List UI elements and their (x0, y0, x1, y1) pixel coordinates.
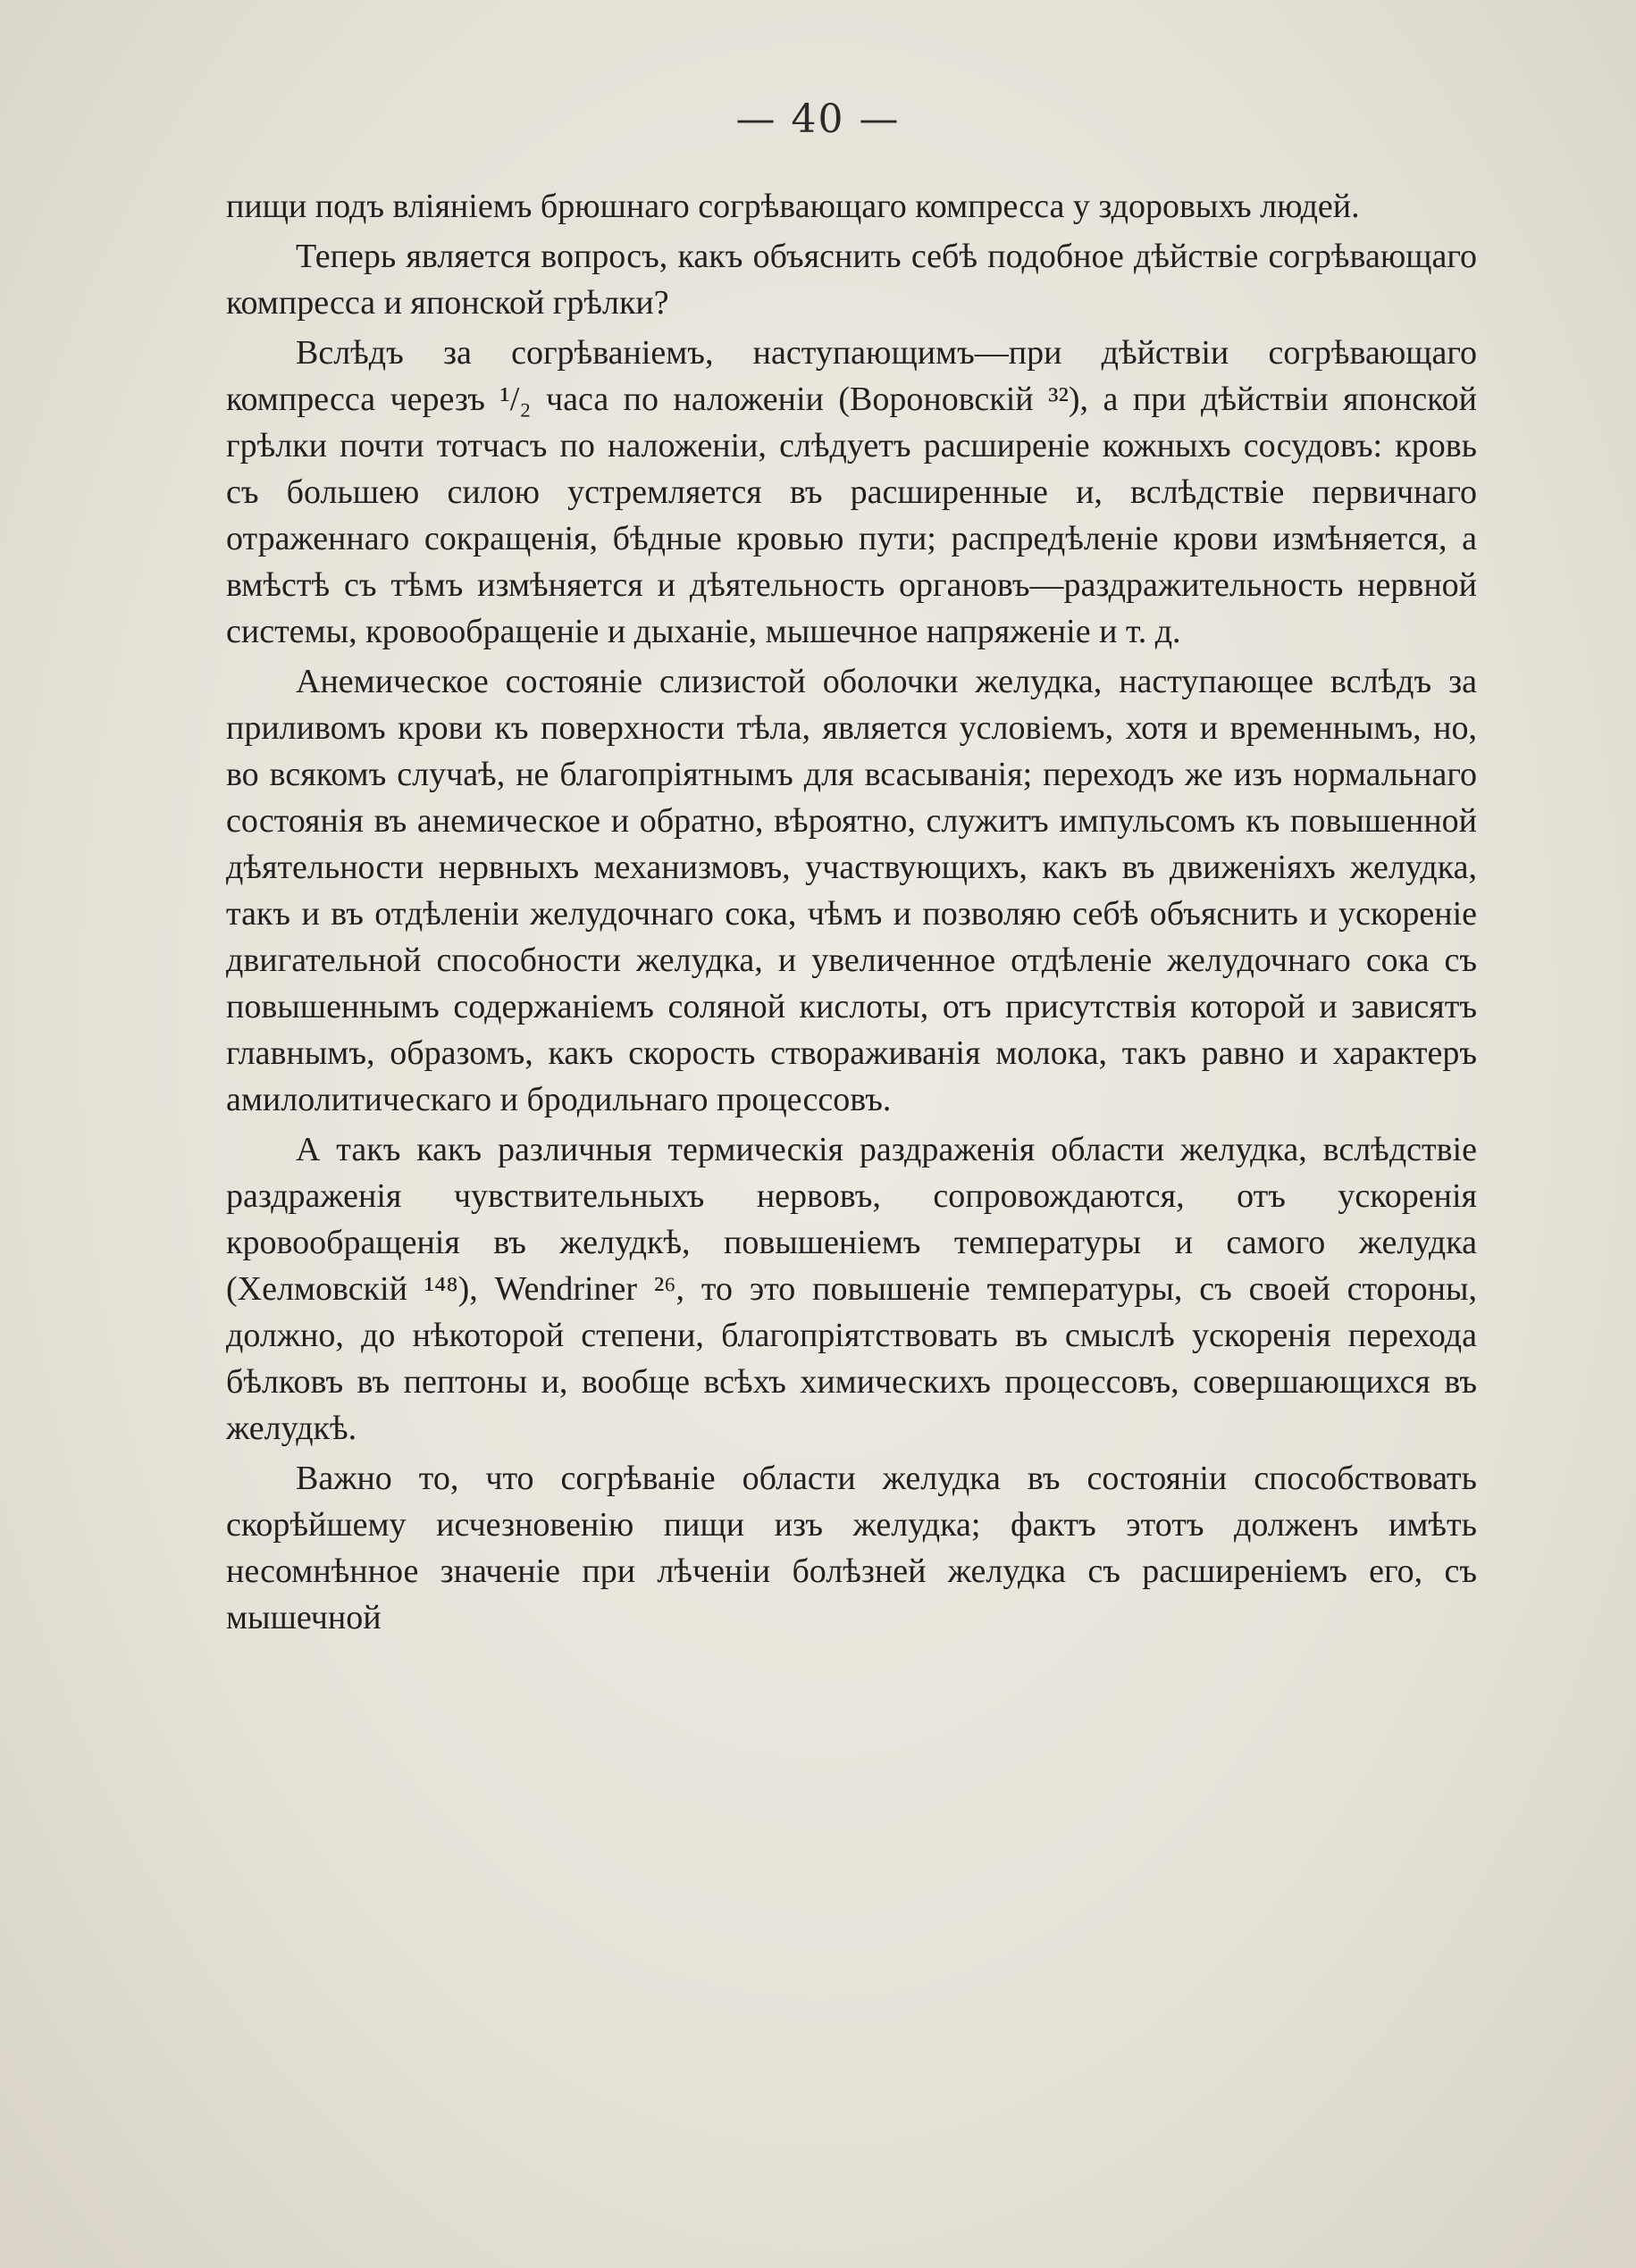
paragraph-1: пищи подъ вліяніемъ брюшнаго согрѣвающаго компресса у здоровыхъ людей. (226, 188, 1360, 225)
paragraph-5: А такъ какъ различныя термическія раздраженія области желудка, вслѣдствіе раздраженія чувствительныхъ нервовъ, сопровождаются, отъ ускоренія кровообращенія въ желудкѣ, повышеніемъ температуры и самого желудка (Хелмовскій ¹⁴⁸), Wendriner ²⁶, то это повышеніе температуры, съ своей стороны, должно, до нѣкоторой степени, благопріятствовать въ смыслѣ ускоренія перехода бѣлковъ въ пептоны и, вообще всѣхъ химическихъ процессовъ, совершающихся въ желудкѣ. (226, 1131, 1477, 1447)
paragraph-2: Теперь является вопросъ, какъ объяснить себѣ подобное дѣйствіе согрѣвающаго компресса и японской грѣлки? (226, 238, 1477, 322)
body-text (226, 183, 1477, 1641)
paragraph-6: Важно то, что согрѣваніе области желудка въ состояніи способствовать скорѣйшему исчезновенію пищи изъ желудка; фактъ этотъ долженъ имѣть несомнѣнное значеніе при лѣченіи болѣзней желудка съ расширеніемъ его, съ мышечной (226, 1460, 1477, 1636)
paragraph-4: Анемическое состояніе слизистой оболочки желудка, наступающее вслѣдъ за приливомъ крови къ поверхности тѣла, является условіемъ, хотя и временнымъ, но, во всякомъ случаѣ, не благопріятнымъ для всасыванія; переходъ же изъ нормальнаго состоянія въ анемическое и обратно, вѣроятно, служитъ импульсомъ къ повышенной дѣятельности нервныхъ механизмовъ, участвующихъ, какъ въ движеніяхъ желудка, такъ и въ отдѣленіи желудочнаго сока, чѣмъ и позволяю себѣ объяснить и ускореніе двигательной способности желудка, и увеличенное отдѣленіе желудочнаго сока съ повышеннымъ содержаніемъ соляной кислоты, отъ присутствія которой и зависятъ главнымъ, образомъ, какъ скорость створаживанія молока, такъ равно и характеръ амилолитическаго и бродильнаго процессовъ. (226, 663, 1477, 1118)
paragraph-3: Вслѣдъ за согрѣваніемъ, наступающимъ—при дѣйствіи согрѣвающаго компресса черезъ ¹/₂ часа по наложеніи (Вороновскій ³²), а при дѣйствіи японской грѣлки почти тотчасъ по наложеніи, слѣдуетъ расширеніе кожныхъ сосудовъ: кровь съ большею силою устремляется въ расширенные и, вслѣдствіе первичнаго отраженнаго сокращенія, бѣдные кровью пути; распредѣленіе крови измѣняется, а вмѣстѣ съ тѣмъ измѣняется и дѣятельность органовъ—раздражительность нервной системы, кровообращеніе и дыханіе, мышечное напряженіе и т. д. (226, 334, 1477, 650)
page-number: — 40 — (735, 96, 901, 142)
